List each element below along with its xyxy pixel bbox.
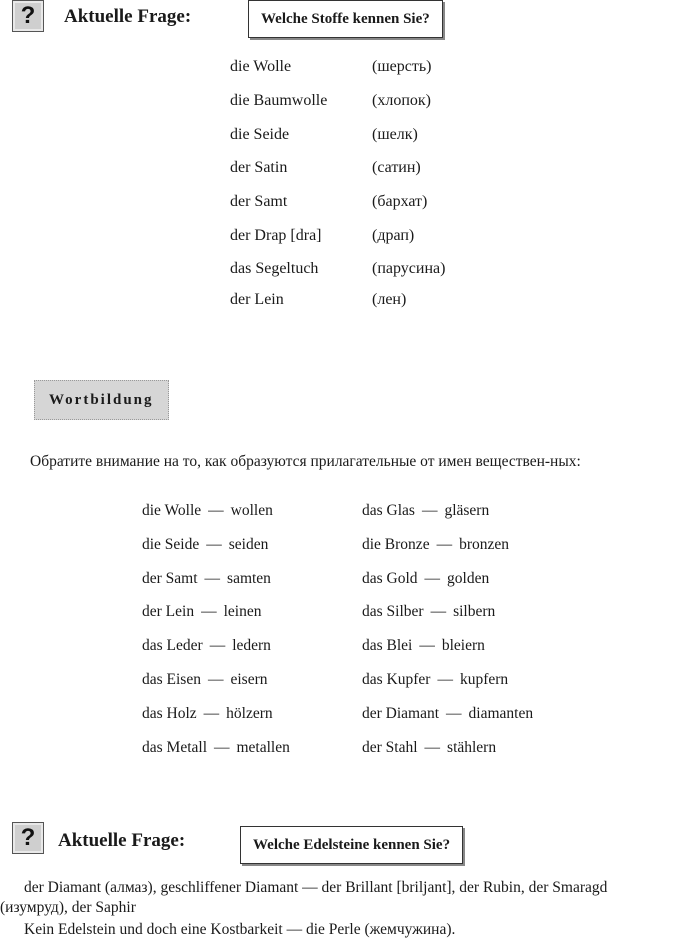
dash: —: [203, 705, 220, 722]
dash: —: [424, 570, 441, 587]
dash: —: [437, 671, 453, 688]
adjective: bronzen: [459, 536, 509, 553]
aktuelle-frage-label: Aktuelle Frage:: [64, 6, 192, 27]
dash: —: [446, 705, 462, 722]
adjective-pair: [362, 502, 489, 520]
dash: —: [208, 502, 224, 519]
noun: das Kupfer: [362, 671, 431, 688]
noun: das Blei: [362, 637, 413, 654]
noun: die Seide: [142, 536, 200, 553]
noun: das Silber: [362, 603, 424, 620]
vocab-german: der Drap [dra]: [230, 227, 322, 244]
vocab-german: die Seide: [230, 126, 290, 143]
vocab-german: der Samt: [230, 193, 288, 210]
dash: —: [204, 570, 221, 587]
adjective-pair: [362, 570, 489, 588]
adjective: wollen: [230, 502, 273, 519]
question-mark-icon: ?: [12, 0, 44, 32]
vocab-russian: (шерсть): [372, 58, 432, 75]
adjective-pair: [142, 502, 273, 520]
adjective: leinen: [223, 603, 262, 620]
dash: —: [436, 536, 453, 553]
adjective: kupfern: [459, 671, 509, 688]
vocab-german: das Segeltuch: [230, 260, 319, 277]
vocab-russian: (бархат): [372, 193, 428, 210]
vocab-german: die Baumwolle: [230, 92, 328, 109]
perle-paragraph: Kein Edelstein und doch eine Kostbarkeit — die Perle (жемчужина).: [24, 921, 456, 938]
noun: das Metall: [142, 739, 207, 756]
dash: —: [419, 637, 435, 654]
adjective-pair: [142, 603, 261, 621]
adjective: gläsern: [444, 502, 490, 519]
vocab-german: der Satin: [230, 159, 288, 176]
adjective: bleiern: [441, 637, 485, 654]
noun: der Lein: [142, 603, 195, 620]
adjective: diamanten: [468, 705, 534, 722]
noun: der Diamant: [362, 705, 440, 722]
adjective-pair: [142, 705, 273, 723]
noun: die Bronze: [362, 536, 430, 553]
wortbildung-intro: Обратите внимание на то, как образуются прилагательные от имен веществен-ных:: [30, 453, 581, 470]
noun: das Leder: [142, 637, 203, 654]
adjective-pair: [142, 671, 268, 689]
edelsteine-paragraph: der Diamant (алмаз), geschliffener Diamant — der Brillant [briljant], der Rubin, der Smaragd (изумруд), der Saphir: [0, 879, 608, 916]
dash: —: [207, 671, 224, 688]
dash: —: [206, 536, 222, 553]
vocab-russian: (драп): [372, 227, 415, 244]
adjective: seiden: [228, 536, 269, 553]
question-mark-icon-2: ?: [12, 822, 44, 854]
adjective: eisern: [230, 671, 268, 688]
noun: das Gold: [362, 570, 418, 587]
adjective-pair: [362, 705, 533, 723]
adjective-pair: [142, 570, 271, 588]
adjective-pair: [142, 637, 271, 655]
adjective-pair: [362, 637, 485, 655]
noun: der Stahl: [362, 739, 418, 756]
vocab-german: die Wolle: [230, 58, 292, 75]
adjective: silbern: [453, 603, 496, 620]
noun: der Samt: [142, 570, 198, 587]
noun: das Glas: [362, 502, 415, 519]
aktuelle-frage-label-2: Aktuelle Frage:: [58, 830, 186, 851]
vocab-russian: (сатин): [372, 159, 421, 176]
dash: —: [201, 603, 217, 620]
adjective-pair: [142, 536, 268, 554]
adjective: metallen: [236, 739, 290, 756]
question-box-edelsteine: Welche Edelsteine kennen Sie?: [240, 826, 463, 864]
vocab-russian: (шелк): [372, 126, 418, 143]
question-box-stoffe: Welche Stoffe kennen Sie?: [248, 0, 443, 38]
adjective: ledern: [232, 637, 271, 654]
adjective: hölzern: [226, 705, 273, 722]
wortbildung-label: Wortbildung: [34, 380, 169, 420]
adjective-pair: [362, 739, 496, 757]
adjective: golden: [447, 570, 490, 587]
noun: das Holz: [142, 705, 197, 722]
dash: —: [214, 739, 230, 756]
noun: die Wolle: [142, 502, 202, 519]
adjective: samten: [227, 570, 271, 587]
dash: —: [424, 739, 441, 756]
adjective: stählern: [447, 739, 497, 756]
adjective-pair: [362, 536, 509, 554]
dash: —: [430, 603, 447, 620]
adjective-pair: [362, 671, 508, 689]
vocab-russian: (лен): [372, 291, 407, 308]
adjective-pair: [362, 603, 495, 621]
vocab-russian: (хлопок): [372, 92, 431, 109]
adjective-pair: [142, 739, 290, 757]
dash: —: [209, 637, 226, 654]
noun: das Eisen: [142, 671, 201, 688]
dash: —: [421, 502, 438, 519]
vocab-russian: (парусина): [372, 260, 446, 277]
vocab-german: der Lein: [230, 291, 284, 308]
